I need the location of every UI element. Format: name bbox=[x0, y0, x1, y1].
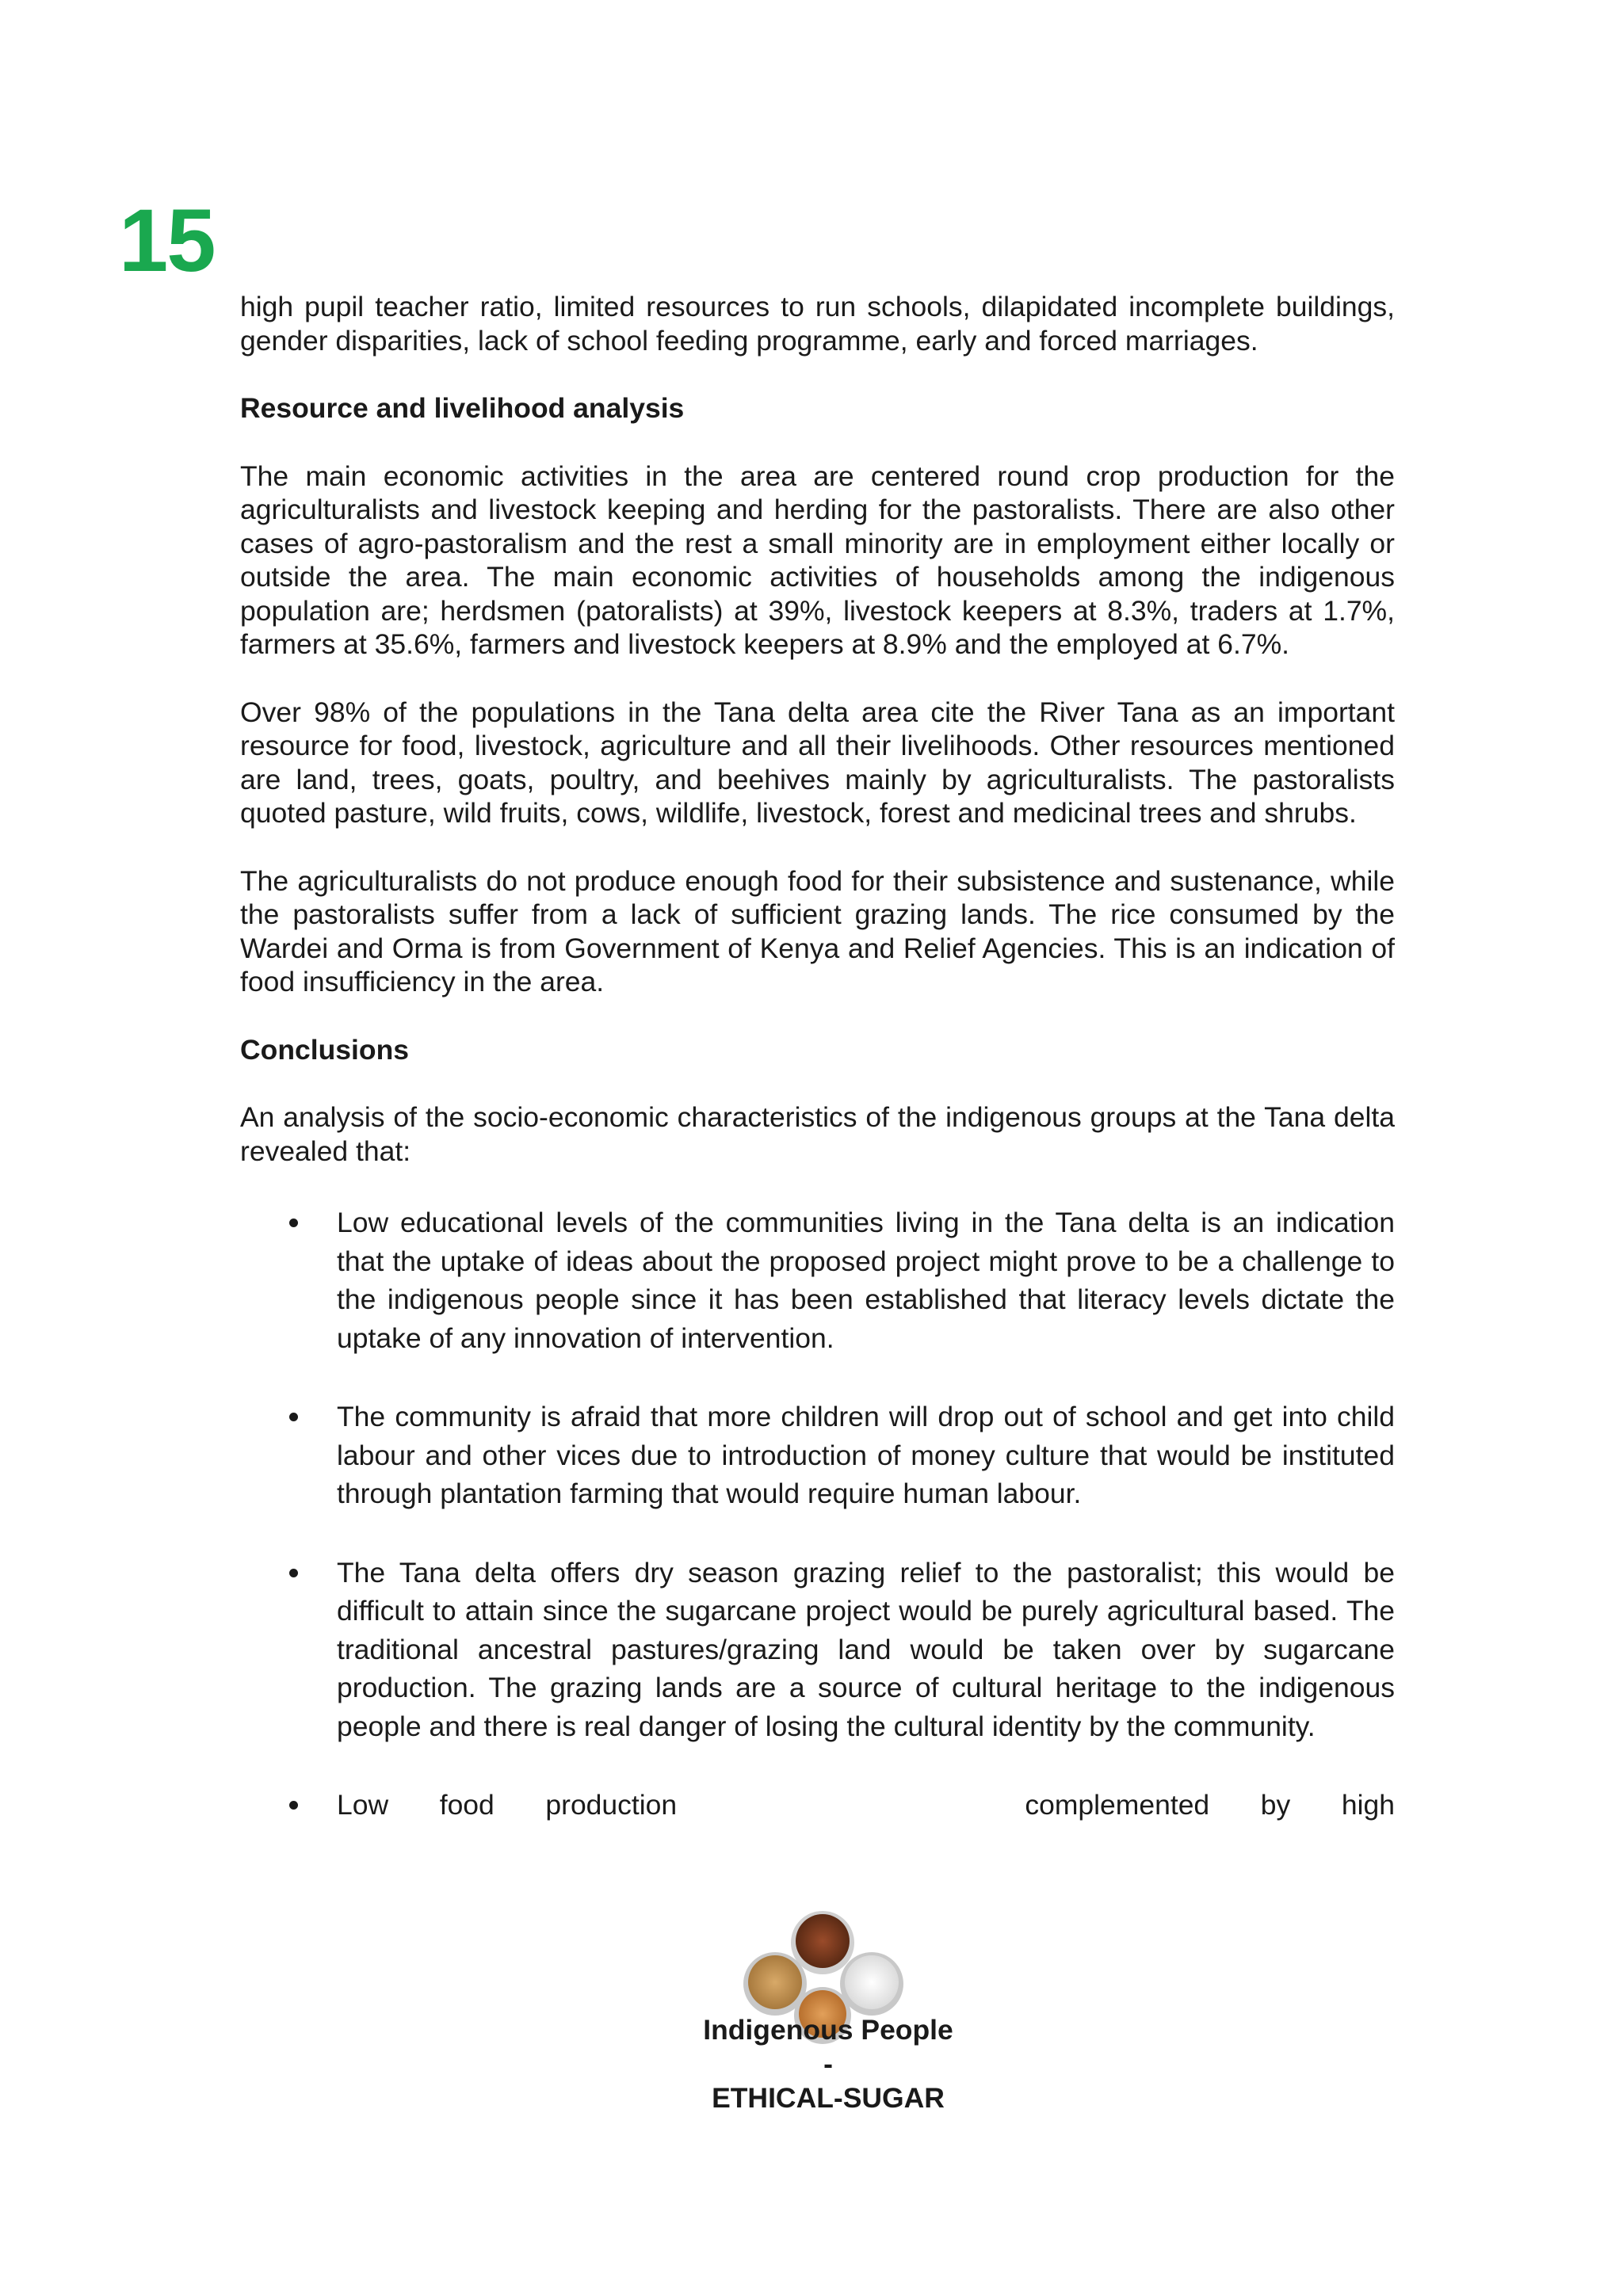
footer-line-3: ETHICAL-SUGAR bbox=[712, 2082, 945, 2114]
conclusions-intro: An analysis of the socio-economic characteristics of the indigenous groups at the Tana delta revealed that: bbox=[240, 1101, 1395, 1167]
footer-line-1: Indigenous People bbox=[703, 2014, 953, 2046]
bullet-icon bbox=[289, 1219, 298, 1227]
conclusions-list bbox=[240, 1203, 1395, 1825]
bullet-icon bbox=[289, 1413, 298, 1421]
word-low: Low bbox=[337, 1789, 389, 1821]
section-heading-resource: Resource and livelihood analysis bbox=[240, 392, 685, 424]
list-item-text: The community is afraid that more children will drop out of school and get into child labour and other vices due to introduction of money culture that would be instituted through plantation farming that would require human labour. bbox=[337, 1401, 1395, 1509]
list-item bbox=[240, 1554, 1395, 1746]
list-item bbox=[240, 1203, 1395, 1357]
last-bullet-line bbox=[337, 1786, 1395, 1825]
list-item bbox=[240, 1786, 1395, 1825]
main-content bbox=[240, 290, 1395, 1825]
bullet-icon bbox=[289, 1569, 298, 1577]
bullet-icon bbox=[289, 1801, 298, 1810]
word-complemented: complemented bbox=[1025, 1789, 1210, 1821]
word-production: production bbox=[545, 1789, 678, 1821]
word-by: by bbox=[1260, 1789, 1291, 1821]
footer-line-2: - bbox=[823, 2048, 833, 2080]
resource-paragraph-1: The main economic activities in the area are centered round crop production for the agriculturalists and livestock keeping and herding for the pastoralists. There are also other cases of agro-pastoralism and the rest a small minority are in employment either locally or outside the area. The main economic activities of households among the indigenous population are; herdsmen (patoralists) at 39%, livestock keepers at 8.3%, traders at 1.7%, farmers at 35.6%, farmers and livestock keepers at 8.9% and the employed at 6.7%. bbox=[240, 460, 1395, 660]
page-number: 15 bbox=[119, 191, 215, 290]
list-item-text: The Tana delta offers dry season grazing relief to the pastoralist; this would be difficult to attain since the sugarcane project would be purely agricultural based. The traditional ancestral pastures/grazing land would be taken over by sugarcane production. The grazing lands are a source of cultural heritage to the indigenous people and there is real danger of losing the cultural identity by the community. bbox=[337, 1556, 1395, 1742]
list-item bbox=[240, 1398, 1395, 1513]
list-item-text: Low educational levels of the communities living in the Tana delta is an indication that the uptake of ideas about the proposed project might prove to be a challenge to the indigenous people since it has been established that literacy levels dictate the uptake of any innovation of intervention. bbox=[337, 1207, 1395, 1354]
word-food: food bbox=[439, 1789, 495, 1821]
intro-paragraph: high pupil teacher ratio, limited resources to run schools, dilapidated incomplete buildings, gender disparities, lack of school feeding programme, early and forced marriages. bbox=[240, 291, 1395, 357]
resource-paragraph-3: The agriculturalists do not produce enough food for their subsistence and sustenance, while the pastoralists suffer from a lack of sufficient grazing lands. The rice consumed by the Wardei and Orma is from Government of Kenya and Relief Agencies. This is an indication of food insufficiency in the area. bbox=[240, 864, 1395, 997]
word-high: high bbox=[1341, 1789, 1395, 1821]
section-heading-conclusions: Conclusions bbox=[240, 1033, 410, 1066]
resource-paragraph-2: Over 98% of the populations in the Tana delta area cite the River Tana as an important resource for food, livestock, agriculture and all their livelihoods. Other resources mentioned are land, trees, goats, poultry, and beehives mainly by agriculturalists. The pastoralists quoted pasture, wild fruits, cows, wildlife, livestock, forest and medicinal trees and shrubs. bbox=[240, 696, 1395, 829]
